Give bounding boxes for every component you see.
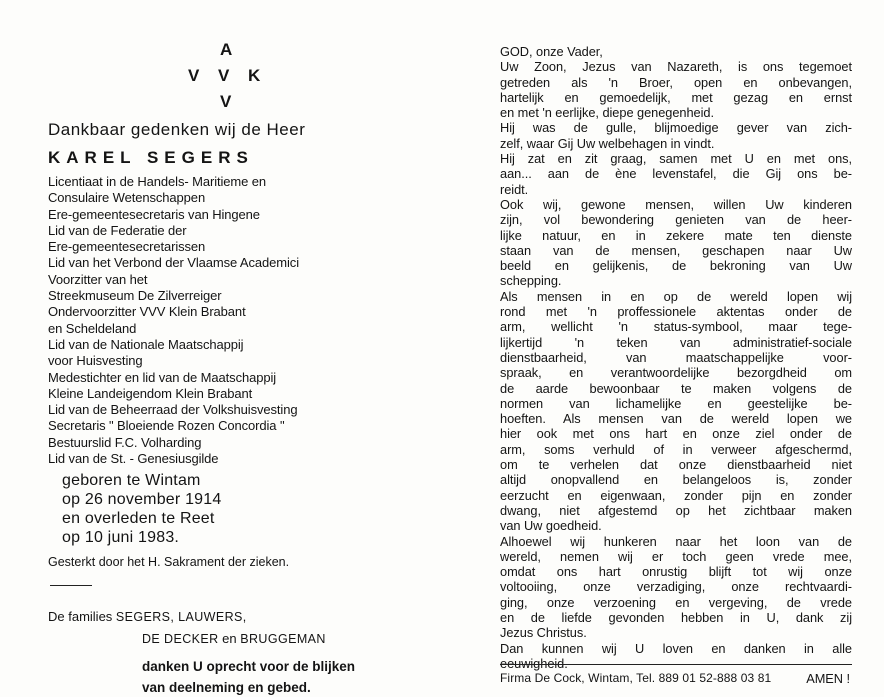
prayer-line: zelf, waar Gij Uw welbehagen in vindt. [500, 135, 715, 151]
qualification-line: Ondervoorzitter VVV Klein Brabant [48, 304, 246, 320]
prayer-line: aan... aan de ène levenstafel, die Gij ons be- [500, 166, 852, 182]
families-conjunction: en [222, 631, 237, 647]
prayer-line: hoeften. Als mensen van de wereld lopen we [500, 411, 852, 427]
prayer-line: omdat ons hart onrustig blijft tot wij onze [500, 564, 852, 580]
prayer-line: en met 'n eerlijke, diepe genegenheid. [500, 105, 714, 121]
printer-credit: Firma De Cock, Wintam, Tel. 889 01 52-888 03 81 [500, 664, 852, 685]
families-prefix: De families [48, 609, 113, 625]
family-name-bruggeman: BRUGGEMAN [240, 632, 326, 647]
birth-death-dates [62, 471, 458, 547]
birth-place-line: geboren te Wintam [62, 472, 201, 490]
qualification-line: Medestichter en lid van de Maatschappij [48, 369, 277, 385]
prayer-line: getreden als 'n Broer, open en onbevangen, [500, 74, 852, 90]
qualification-line: Lid van de Federatie der [48, 222, 187, 238]
qualification-line: Kleine Landeigendom Klein Brabant [48, 385, 253, 401]
prayer-line: staan van de mensen, geschapen naar Uw [500, 242, 852, 258]
prayer-line: wereld, nemen wij er toch geen vrede mee, [500, 548, 852, 564]
families-line-1 [48, 606, 458, 628]
prayer-line: Als mensen in en op de wereld lopen wij [500, 288, 852, 304]
prayer-line: Hij zat en zit graag, samen met U en met ons, [500, 151, 852, 167]
qualification-line: Lid van het Verbond der Vlaamse Academici [48, 255, 299, 271]
sacrament-line: Gesterkt door het H. Sakrament der zieken. [48, 555, 290, 570]
deceased-name: KAREL SEGERS [48, 148, 254, 167]
prayer-line: dienstbaarheid, van maatschappelijke voor- [500, 349, 852, 365]
prayer-line: de aarde bewoonbaar te maken volgens de [500, 380, 852, 396]
qualification-line: Secretaris " Bloeiende Rozen Concordia " [48, 418, 285, 434]
cross-letter-bottom: V [220, 92, 233, 111]
family-name-decker: DE DECKER [142, 632, 219, 647]
prayer-line: hier ook met ons hart en onze ziel onder de [500, 426, 852, 442]
prayer-line: van Uw goedheid. [500, 518, 602, 534]
qualification-line: Consulaire Wetenschappen [48, 190, 206, 206]
qualification-line: Lid van de St. - Genesiusgilde [48, 451, 219, 467]
qualification-line: Ere-gemeentesecretarissen [48, 239, 206, 255]
avvk-cross-monogram [188, 40, 268, 120]
prayer-line: om te verhelen dat onze dienstbaarheid niet [500, 457, 852, 473]
divider [50, 585, 92, 586]
left-page [48, 40, 458, 698]
cross-letter-right: K [248, 66, 262, 85]
qualification-line: Streekmuseum De Zilverreiger [48, 288, 222, 304]
prayer-line: dwang, niet afgestemd op het zichtbaar maken [500, 502, 852, 518]
cross-letter-top: A [220, 40, 234, 59]
qualification-line: Lid van de Beheerraad der Volkshuisvesting [48, 402, 298, 418]
intro-line: Dankbaar gedenken wij de Heer [48, 120, 306, 139]
prayer-line: schepping. [500, 273, 562, 289]
amen-line: AMEN ! [806, 671, 850, 687]
prayer-text [500, 44, 852, 686]
prayer-line: zijn, vol bewondering genieten van de heer- [500, 212, 852, 228]
qualification-line: Lid van de Nationale Maatschappij [48, 336, 244, 352]
thanks-line: danken U oprecht voor de blijken [142, 659, 356, 675]
prayer-line: Uw Zoon, Jezus van Nazareth, is ons tegemoet [500, 59, 852, 75]
prayer-line: Jezus Christus. [500, 625, 587, 641]
prayer-line: voltooiing, onze verzadiging, onze rechtvaardi- [500, 579, 852, 595]
prayer-line: Dan kunnen wij U loven en danken in alle [500, 640, 852, 656]
death-place-line: en overleden te Reet [62, 510, 215, 528]
families-line-2 [142, 628, 458, 650]
qualification-line: Voorzitter van het [48, 271, 148, 287]
prayer-line: en de liefde gevonden hebben in U, dank zij [500, 609, 852, 625]
prayer-line: Hij was de gulle, blijmoedige gever van zich- [500, 120, 852, 136]
qualifications-list [48, 174, 458, 467]
prayer-line: ging, onze verzoening en vergeving, de vrede [500, 594, 852, 610]
birth-date-line: op 26 november 1914 [62, 491, 222, 509]
qualification-line: Licentiaat in de Handels- Maritieme en [48, 174, 267, 189]
prayer-line: rond met 'n proffessionele aktentas onder de [500, 304, 852, 320]
family-names-1: SEGERS, LAUWERS, [115, 610, 247, 625]
death-date-line: op 10 juni 1983. [62, 529, 180, 547]
cross-letter-left: V [188, 66, 201, 85]
right-page [500, 44, 852, 686]
prayer-line: normen van lichamelijke en geestelijke be- [500, 395, 852, 411]
prayer-line: GOD, onze Vader, [500, 44, 603, 59]
qualification-line: Bestuurslid F.C. Volharding [48, 434, 202, 450]
prayer-line: altijd onopvallend en belangeloos is, zonder [500, 472, 852, 488]
prayer-line: arm, soms verhuld of in verweer afgeschermd, [500, 441, 852, 457]
prayer-line: reidt. [500, 181, 529, 197]
qualification-line: Ere-gemeentesecretaris van Hingene [48, 206, 260, 222]
prayer-line: eerzucht en eigenwaan, zonder pijn en zonder [500, 487, 852, 503]
qualification-line: en Scheldeland [48, 320, 137, 336]
prayer-line: eeuwigheid. [500, 655, 568, 671]
prayer-line: hartelijk en gemoedelijk, met gezag en ernst [500, 89, 852, 105]
prayer-line: spraak, en verantwoordelijke bezorgdheid om [500, 365, 852, 381]
prayer-line: Ook wij, gewone mensen, willen Uw kinderen [500, 196, 852, 212]
thanks-text [142, 656, 458, 698]
cross-letter-center: V [218, 66, 231, 85]
prayer-line: lijke natuur, en in zekere mate ten dienste [500, 227, 852, 243]
prayer-line: lijkertijd 'n teken van administratief-sociale [500, 334, 852, 350]
prayer-line: arm, wellicht 'n status-symbool, maar tege- [500, 319, 852, 335]
prayer-line: Alhoewel wij hunkeren naar het loon van de [500, 533, 852, 549]
prayer-line: beeld en gelijkenis, de bekroning van Uw [500, 258, 852, 274]
thanks-line: van deelneming en gebed. [142, 680, 311, 696]
qualification-line: voor Huisvesting [48, 353, 143, 369]
